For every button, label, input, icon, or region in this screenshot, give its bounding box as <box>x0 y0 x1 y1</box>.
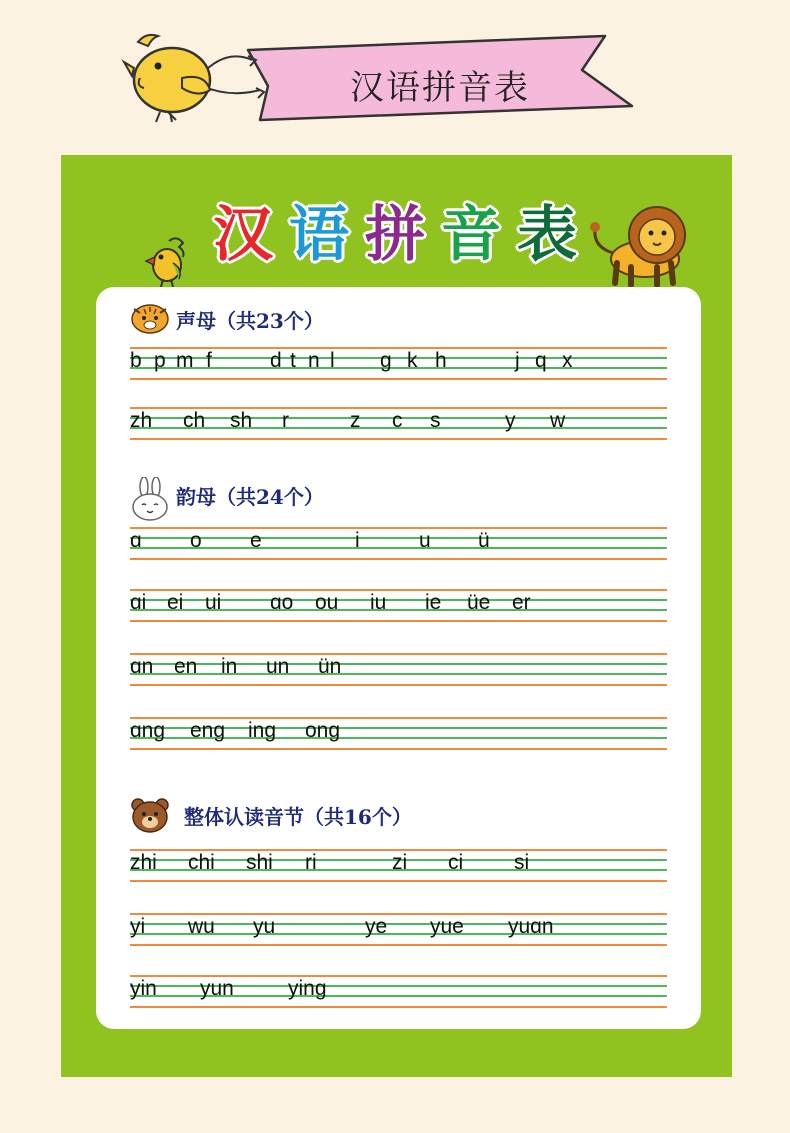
pinyin-syllable: r <box>282 409 289 432</box>
pinyin-syllable: zhi <box>130 851 157 874</box>
pinyin-syllable: t <box>290 349 296 372</box>
pinyin-row <box>130 589 667 637</box>
pinyin-syllable: c <box>392 409 403 432</box>
rabbit-icon <box>130 477 170 525</box>
pinyin-syllable: o <box>190 529 202 552</box>
pinyin-syllable: p <box>154 349 166 372</box>
pinyin-syllable: ch <box>183 409 206 432</box>
pinyin-syllable: yu <box>253 915 276 938</box>
ruled-line <box>130 673 667 675</box>
pinyin-syllable: yun <box>200 977 234 1000</box>
pinyin-row <box>130 653 667 701</box>
poster-title-char: 表 <box>517 200 577 270</box>
ruled-line <box>130 748 667 750</box>
pinyin-syllable: s <box>430 409 441 432</box>
section-label: 整体认读音节（共16个） <box>184 805 412 829</box>
pinyin-syllable: ɑo <box>270 591 294 614</box>
pinyin-syllable: sh <box>230 409 253 432</box>
pinyin-syllable: l <box>330 349 335 372</box>
ruled-line <box>130 684 667 686</box>
ruled-line <box>130 663 667 665</box>
pinyin-syllable: si <box>514 851 530 874</box>
pinyin-syllable: zh <box>130 409 153 432</box>
ruled-line <box>130 558 667 560</box>
pinyin-syllable: x <box>562 349 573 372</box>
pinyin-syllable: shi <box>246 851 273 874</box>
pinyin-syllable: wu <box>188 915 215 938</box>
pinyin-syllable: eng <box>190 719 226 742</box>
pinyin-syllable: b <box>130 349 142 372</box>
pinyin-syllable: j <box>515 349 520 372</box>
ruled-line <box>130 1006 667 1008</box>
pinyin-row <box>130 407 667 455</box>
pinyin-syllable: ɑ <box>130 529 142 552</box>
pinyin-syllable: zi <box>392 851 408 874</box>
tiger-icon <box>130 301 170 339</box>
pinyin-syllable: in <box>221 655 238 678</box>
pinyin-syllable: d <box>270 349 282 372</box>
pinyin-syllable: w <box>550 409 566 432</box>
pinyin-syllable: yue <box>430 915 464 938</box>
ruled-line <box>130 527 667 529</box>
ruled-line <box>130 438 667 440</box>
pinyin-syllable: f <box>206 349 212 372</box>
pinyin-syllable: yi <box>130 915 146 938</box>
section-label: 韵母（共24个） <box>176 485 324 509</box>
pinyin-syllable: ɑng <box>130 719 166 742</box>
poster-title-char: 汉 <box>213 200 273 270</box>
ruled-line <box>130 620 667 622</box>
ruled-line <box>130 547 667 549</box>
parrot-icon <box>143 235 191 289</box>
pinyin-row <box>130 347 667 395</box>
ruled-line <box>130 537 667 539</box>
pinyin-syllable: üe <box>467 591 491 614</box>
lion-icon <box>587 203 697 291</box>
pinyin-row <box>130 913 667 961</box>
ruled-line <box>130 880 667 882</box>
pinyin-row <box>130 527 667 575</box>
pinyin-syllable: z <box>350 409 361 432</box>
pinyin-syllable: ci <box>448 851 464 874</box>
pinyin-syllable: ong <box>305 719 341 742</box>
top-banner <box>120 28 640 128</box>
poster-title <box>213 195 593 275</box>
banner-title: 汉语拼音表 <box>350 68 530 108</box>
pinyin-syllable: ui <box>205 591 222 614</box>
ruled-line <box>130 944 667 946</box>
ruled-line <box>130 378 667 380</box>
pinyin-syllable: n <box>308 349 320 372</box>
pinyin-syllable: iu <box>370 591 387 614</box>
section-label: 声母（共23个） <box>176 309 324 333</box>
pinyin-syllable: ou <box>315 591 339 614</box>
pinyin-row <box>130 717 667 765</box>
pinyin-syllable: ri <box>305 851 317 874</box>
pinyin-syllable: k <box>407 349 418 372</box>
pinyin-syllable: m <box>176 349 194 372</box>
pinyin-row <box>130 975 667 1023</box>
pinyin-syllable: i <box>355 529 360 552</box>
pinyin-syllable: ye <box>365 915 388 938</box>
pinyin-syllable: ɑn <box>130 655 154 678</box>
pinyin-syllable: ɑi <box>130 591 147 614</box>
pinyin-syllable: er <box>512 591 531 614</box>
poster-title-char: 音 <box>441 200 501 270</box>
poster-title-char: 拼 <box>365 200 425 270</box>
poster-title-char: 语 <box>289 200 349 270</box>
pinyin-syllable: ü <box>478 529 490 552</box>
pinyin-syllable: en <box>174 655 198 678</box>
pinyin-syllable: yuɑn <box>508 915 554 938</box>
pinyin-syllable: ei <box>167 591 184 614</box>
pinyin-syllable: ying <box>288 977 327 1000</box>
pinyin-card <box>96 287 701 1029</box>
pinyin-syllable: chi <box>188 851 215 874</box>
pinyin-syllable: ün <box>318 655 342 678</box>
pinyin-syllable: q <box>535 349 547 372</box>
pinyin-syllable: ing <box>248 719 277 742</box>
pinyin-poster <box>61 155 732 1077</box>
pinyin-syllable: yin <box>130 977 157 1000</box>
pinyin-syllable: e <box>250 529 262 552</box>
pinyin-row <box>130 849 667 897</box>
pinyin-syllable: g <box>380 349 392 372</box>
pinyin-syllable: ie <box>425 591 442 614</box>
pinyin-syllable: un <box>266 655 290 678</box>
pinyin-syllable: u <box>419 529 431 552</box>
pinyin-syllable: y <box>505 409 516 432</box>
pinyin-syllable: h <box>435 349 447 372</box>
ruled-line <box>130 653 667 655</box>
bear-icon <box>130 797 170 837</box>
